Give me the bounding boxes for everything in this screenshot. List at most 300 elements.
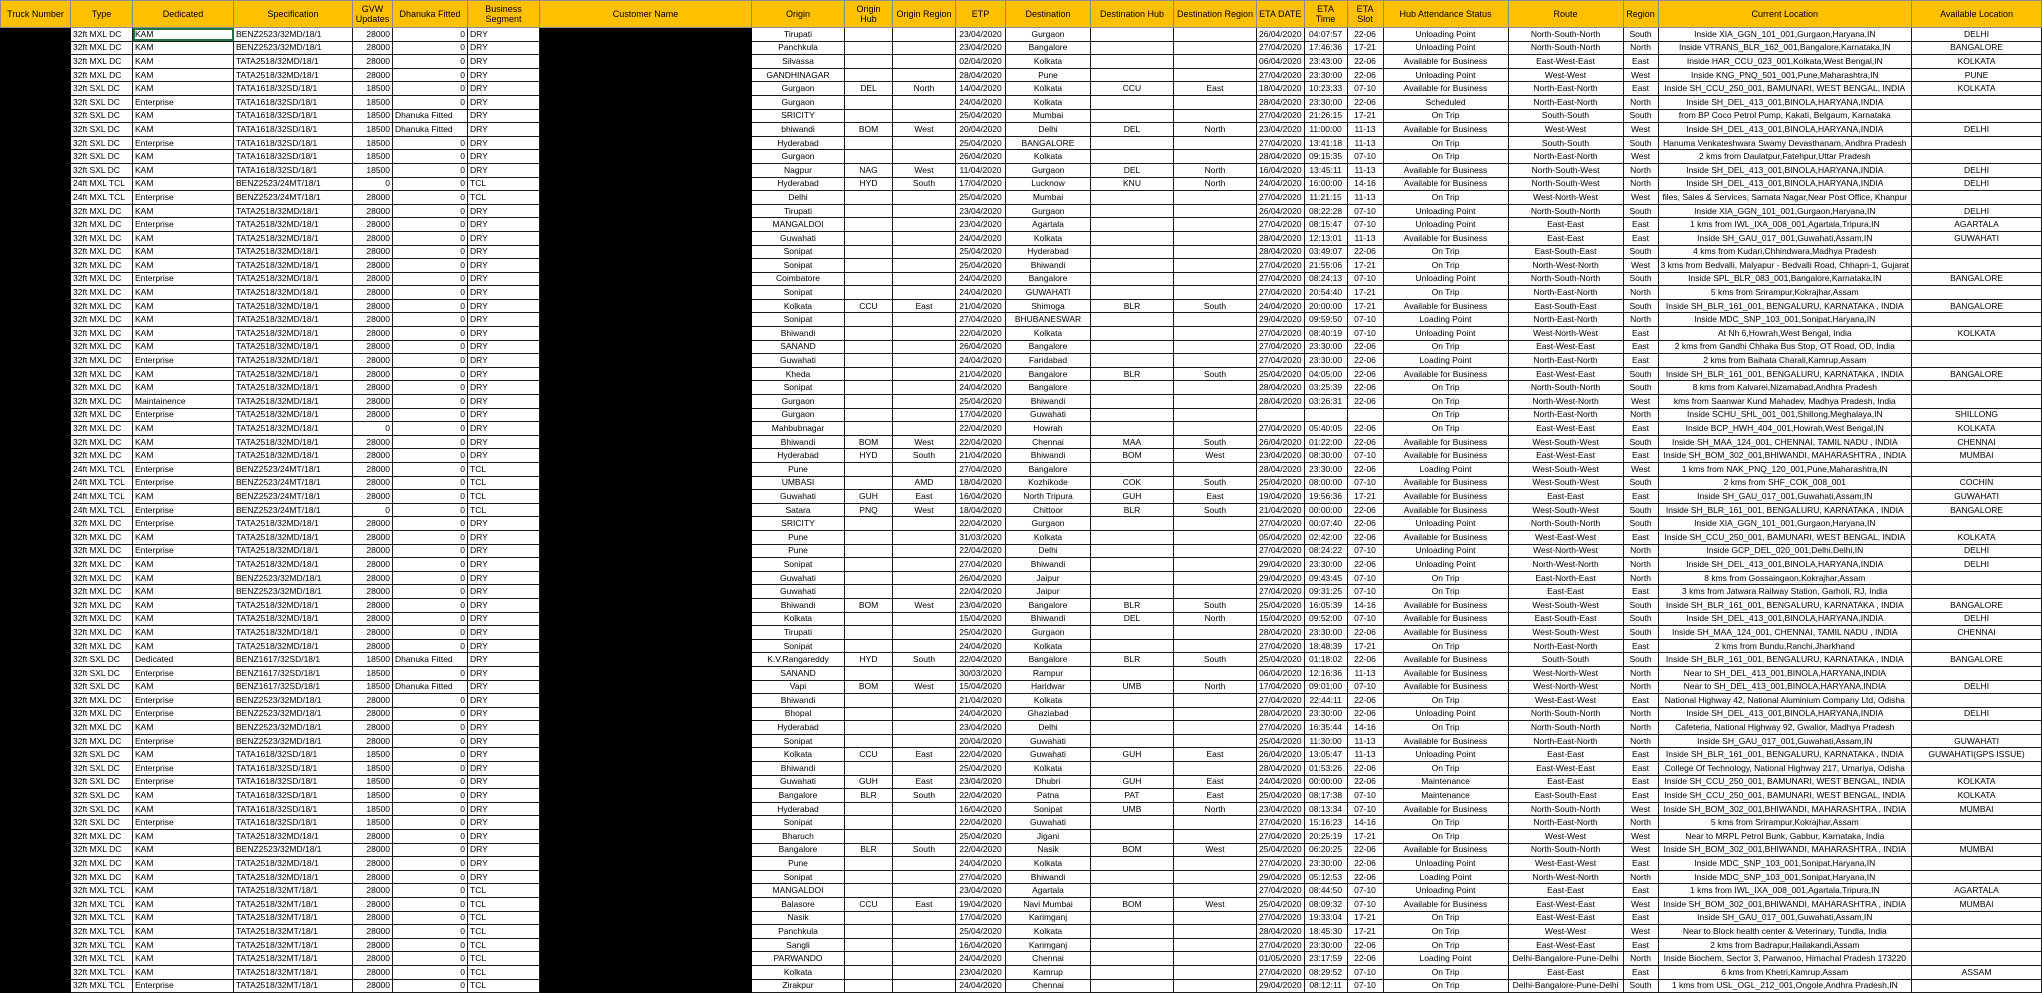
table-cell[interactable] bbox=[540, 762, 752, 776]
column-header[interactable]: Route bbox=[1508, 1, 1623, 28]
table-cell[interactable] bbox=[1174, 626, 1257, 640]
table-cell[interactable]: 0 bbox=[393, 626, 468, 640]
table-cell[interactable]: 06/04/2020 bbox=[1257, 55, 1305, 69]
table-cell[interactable] bbox=[540, 721, 752, 735]
table-cell[interactable]: 28000 bbox=[353, 979, 393, 993]
table-cell[interactable]: 21/04/2020 bbox=[956, 367, 1006, 381]
table-cell[interactable]: 32ft SXL DC bbox=[71, 680, 133, 694]
table-cell[interactable]: Enterprise bbox=[133, 762, 234, 776]
table-cell[interactable]: On Trip bbox=[1383, 911, 1508, 925]
table-cell[interactable] bbox=[845, 150, 893, 164]
table-cell[interactable]: West bbox=[1623, 191, 1658, 205]
table-cell[interactable]: 24ft MXL TCL bbox=[71, 191, 133, 205]
table-cell[interactable]: KAM bbox=[133, 911, 234, 925]
table-cell[interactable]: Unloading Point bbox=[1383, 204, 1508, 218]
table-cell[interactable] bbox=[540, 857, 752, 871]
table-cell[interactable] bbox=[893, 639, 956, 653]
table-cell[interactable]: West-South-West bbox=[1508, 435, 1623, 449]
table-cell[interactable]: 32ft MXL DC bbox=[71, 245, 133, 259]
table-cell[interactable]: DELHI bbox=[1912, 558, 2042, 572]
table-cell[interactable]: Pune bbox=[752, 463, 845, 477]
table-cell[interactable]: West bbox=[1174, 843, 1257, 857]
table-cell[interactable]: Inside SH_CCU_250_001, BAMUNARI, WEST BENGAL, INDIA bbox=[1658, 775, 1912, 789]
table-cell[interactable]: Delhi-Bangalore-Pune-Delhi bbox=[1508, 979, 1623, 993]
table-cell[interactable]: 23:43:00 bbox=[1304, 55, 1347, 69]
table-cell[interactable]: 11/04/2020 bbox=[956, 163, 1006, 177]
table-cell[interactable]: 22-06 bbox=[1347, 354, 1383, 368]
table-cell[interactable]: West-South-West bbox=[1508, 503, 1623, 517]
table-cell[interactable]: TATA2518/32MT/18/1 bbox=[234, 965, 353, 979]
table-cell[interactable]: TATA2518/32MD/18/1 bbox=[234, 286, 353, 300]
table-cell[interactable]: 28000 bbox=[353, 938, 393, 952]
table-cell[interactable] bbox=[540, 952, 752, 966]
table-cell[interactable]: KAM bbox=[133, 639, 234, 653]
table-cell[interactable]: DRY bbox=[468, 150, 540, 164]
table-cell[interactable]: Hyderabad bbox=[752, 136, 845, 150]
table-cell[interactable]: Bhiwandi bbox=[752, 598, 845, 612]
table-cell[interactable]: 0 bbox=[393, 463, 468, 477]
table-cell[interactable] bbox=[1912, 857, 2042, 871]
table-cell[interactable]: DRY bbox=[468, 571, 540, 585]
table-cell[interactable]: Hyderabad bbox=[752, 802, 845, 816]
table-cell[interactable]: 28000 bbox=[353, 204, 393, 218]
table-cell[interactable]: West bbox=[1623, 150, 1658, 164]
table-cell[interactable]: 0 bbox=[393, 218, 468, 232]
table-cell[interactable]: Dhanuka Fitted bbox=[393, 109, 468, 123]
table-cell[interactable] bbox=[540, 938, 752, 952]
table-cell[interactable]: 08:12:11 bbox=[1304, 979, 1347, 993]
table-cell[interactable]: Enterprise bbox=[133, 191, 234, 205]
table-cell[interactable]: South bbox=[1623, 136, 1658, 150]
table-cell[interactable]: Hyderabad bbox=[752, 449, 845, 463]
table-cell[interactable]: Tirupati bbox=[752, 204, 845, 218]
table-cell[interactable]: DEL bbox=[1091, 612, 1174, 626]
table-cell[interactable]: North-East-North bbox=[1508, 354, 1623, 368]
table-cell[interactable] bbox=[845, 259, 893, 273]
table-cell[interactable]: Sonipat bbox=[1006, 802, 1091, 816]
table-cell[interactable]: On Trip bbox=[1383, 191, 1508, 205]
table-cell[interactable]: Bhiwandi bbox=[1006, 449, 1091, 463]
table-cell[interactable] bbox=[1174, 191, 1257, 205]
table-cell[interactable]: 0 bbox=[393, 952, 468, 966]
table-cell[interactable]: 07-10 bbox=[1347, 789, 1383, 803]
table-cell[interactable]: 29/04/2020 bbox=[1257, 313, 1305, 327]
table-cell[interactable]: 32ft MXL DC bbox=[71, 218, 133, 232]
table-cell[interactable]: 28000 bbox=[353, 965, 393, 979]
table-cell[interactable]: West bbox=[1623, 802, 1658, 816]
table-cell[interactable]: 24/04/2020 bbox=[1257, 177, 1305, 191]
table-cell[interactable]: TATA2518/32MD/18/1 bbox=[234, 204, 353, 218]
table-cell[interactable]: KNU bbox=[1091, 177, 1174, 191]
table-cell[interactable]: 28000 bbox=[353, 327, 393, 341]
table-cell[interactable]: Inside SH_BLR_161_001, BENGALURU, KARNATAKA , INDIA bbox=[1658, 367, 1912, 381]
table-cell[interactable]: Mumbai bbox=[1006, 109, 1091, 123]
table-cell[interactable]: 32ft MXL DC bbox=[71, 612, 133, 626]
table-cell[interactable]: KAM bbox=[133, 123, 234, 137]
table-cell[interactable]: Scheduled bbox=[1383, 95, 1508, 109]
table-cell[interactable] bbox=[540, 163, 752, 177]
table-cell[interactable] bbox=[540, 517, 752, 531]
table-cell[interactable]: 0 bbox=[393, 490, 468, 504]
table-cell[interactable]: KAM bbox=[133, 299, 234, 313]
table-cell[interactable]: North-East-North bbox=[1508, 286, 1623, 300]
table-cell[interactable] bbox=[845, 136, 893, 150]
table-cell[interactable]: TATA1618/32SD/18/1 bbox=[234, 762, 353, 776]
table-cell[interactable] bbox=[540, 395, 752, 409]
table-cell[interactable]: COK bbox=[1091, 476, 1174, 490]
table-cell[interactable]: DRY bbox=[468, 857, 540, 871]
table-cell[interactable] bbox=[540, 503, 752, 517]
table-cell[interactable]: Kolkata bbox=[1006, 95, 1091, 109]
table-cell[interactable]: BENZ2523/32MD/18/1 bbox=[234, 28, 353, 42]
table-cell[interactable]: DRY bbox=[468, 109, 540, 123]
table-cell[interactable]: 24/04/2020 bbox=[956, 639, 1006, 653]
table-cell[interactable]: TATA2518/32MD/18/1 bbox=[234, 313, 353, 327]
table-cell[interactable]: KAM bbox=[133, 109, 234, 123]
table-cell[interactable] bbox=[1174, 245, 1257, 259]
table-cell[interactable]: 0 bbox=[393, 55, 468, 69]
table-cell[interactable]: 32ft SXL DC bbox=[71, 762, 133, 776]
table-cell[interactable]: 14-16 bbox=[1347, 177, 1383, 191]
table-cell[interactable]: 32ft MXL DC bbox=[71, 721, 133, 735]
table-cell[interactable]: TATA2518/32MD/18/1 bbox=[234, 231, 353, 245]
table-cell[interactable]: TATA2518/32MD/18/1 bbox=[234, 639, 353, 653]
table-cell[interactable]: TATA2518/32MT/18/1 bbox=[234, 911, 353, 925]
table-cell[interactable] bbox=[1, 28, 71, 42]
table-cell[interactable]: KAM bbox=[133, 571, 234, 585]
table-cell[interactable]: 19/04/2020 bbox=[1257, 490, 1305, 504]
table-cell[interactable]: 0 bbox=[393, 28, 468, 42]
table-cell[interactable] bbox=[1174, 259, 1257, 273]
table-cell[interactable]: TATA2518/32MD/18/1 bbox=[234, 558, 353, 572]
table-cell[interactable]: South bbox=[1174, 503, 1257, 517]
table-cell[interactable] bbox=[1091, 395, 1174, 409]
table-cell[interactable]: Enterprise bbox=[133, 503, 234, 517]
table-cell[interactable] bbox=[1, 231, 71, 245]
table-cell[interactable]: 25/04/2020 bbox=[1257, 367, 1305, 381]
table-cell[interactable]: 11:30:00 bbox=[1304, 734, 1347, 748]
table-cell[interactable]: West-North-West bbox=[1508, 327, 1623, 341]
table-cell[interactable]: 07-10 bbox=[1347, 965, 1383, 979]
table-cell[interactable] bbox=[893, 666, 956, 680]
table-cell[interactable]: DRY bbox=[468, 721, 540, 735]
table-cell[interactable]: North-South-North bbox=[1508, 517, 1623, 531]
table-cell[interactable]: North bbox=[1623, 680, 1658, 694]
table-cell[interactable]: Sonipat bbox=[752, 245, 845, 259]
table-cell[interactable]: East bbox=[1623, 218, 1658, 232]
table-cell[interactable]: 24ft MXL TCL bbox=[71, 490, 133, 504]
table-cell[interactable] bbox=[1174, 639, 1257, 653]
table-cell[interactable]: Inside VTRANS_BLR_162_001,Bangalore,Karnataka,IN bbox=[1658, 41, 1912, 55]
table-cell[interactable]: DRY bbox=[468, 558, 540, 572]
table-cell[interactable] bbox=[1174, 408, 1257, 422]
table-cell[interactable]: Sonipat bbox=[752, 639, 845, 653]
table-cell[interactable] bbox=[845, 395, 893, 409]
table-cell[interactable]: 28000 bbox=[353, 245, 393, 259]
table-cell[interactable]: 0 bbox=[393, 299, 468, 313]
table-cell[interactable] bbox=[1091, 979, 1174, 993]
table-cell[interactable]: 22/04/2020 bbox=[956, 517, 1006, 531]
table-cell[interactable]: Agartala bbox=[1006, 884, 1091, 898]
table-cell[interactable]: East bbox=[1174, 82, 1257, 96]
table-cell[interactable]: 32ft MXL DC bbox=[71, 55, 133, 69]
table-cell[interactable]: MUMBAI bbox=[1912, 898, 2042, 912]
table-cell[interactable]: East-West-East bbox=[1508, 367, 1623, 381]
table-cell[interactable] bbox=[1091, 95, 1174, 109]
table-cell[interactable] bbox=[540, 286, 752, 300]
table-cell[interactable]: Chennai bbox=[1006, 979, 1091, 993]
table-cell[interactable]: North-East-North bbox=[1508, 408, 1623, 422]
table-cell[interactable]: KAM bbox=[133, 789, 234, 803]
table-cell[interactable]: BANGALORE bbox=[1912, 272, 2042, 286]
table-cell[interactable]: DELHI bbox=[1912, 177, 2042, 191]
table-cell[interactable] bbox=[1, 857, 71, 871]
table-cell[interactable] bbox=[1174, 558, 1257, 572]
table-cell[interactable] bbox=[1, 463, 71, 477]
table-cell[interactable]: CCU bbox=[845, 299, 893, 313]
table-cell[interactable]: SHILLONG bbox=[1912, 408, 2042, 422]
table-cell[interactable]: Available for Business bbox=[1383, 843, 1508, 857]
table-cell[interactable]: 19:56:36 bbox=[1304, 490, 1347, 504]
table-cell[interactable]: 18500 bbox=[353, 653, 393, 667]
table-cell[interactable]: 32ft MXL DC bbox=[71, 354, 133, 368]
table-cell[interactable] bbox=[1, 272, 71, 286]
table-cell[interactable]: 24/04/2020 bbox=[1257, 775, 1305, 789]
table-cell[interactable]: 25/04/2020 bbox=[956, 830, 1006, 844]
table-cell[interactable]: 22-06 bbox=[1347, 340, 1383, 354]
table-cell[interactable] bbox=[540, 830, 752, 844]
table-cell[interactable] bbox=[1912, 517, 2042, 531]
table-cell[interactable] bbox=[1, 259, 71, 273]
table-cell[interactable]: On Trip bbox=[1383, 816, 1508, 830]
table-cell[interactable] bbox=[1, 163, 71, 177]
table-cell[interactable]: 27/04/2020 bbox=[1257, 41, 1305, 55]
column-header[interactable]: Destination Hub bbox=[1091, 1, 1174, 28]
table-cell[interactable]: Available for Business bbox=[1383, 231, 1508, 245]
table-cell[interactable] bbox=[1091, 626, 1174, 640]
table-cell[interactable]: On Trip bbox=[1383, 639, 1508, 653]
table-cell[interactable] bbox=[1174, 313, 1257, 327]
table-cell[interactable] bbox=[1174, 327, 1257, 341]
table-cell[interactable] bbox=[845, 272, 893, 286]
table-cell[interactable] bbox=[1091, 28, 1174, 42]
table-cell[interactable] bbox=[540, 476, 752, 490]
table-cell[interactable]: KAM bbox=[133, 422, 234, 436]
table-cell[interactable]: 25/04/2020 bbox=[1257, 789, 1305, 803]
table-cell[interactable]: 30/03/2020 bbox=[956, 666, 1006, 680]
table-cell[interactable] bbox=[845, 231, 893, 245]
table-cell[interactable]: Haridwar bbox=[1006, 680, 1091, 694]
table-cell[interactable]: East bbox=[1623, 884, 1658, 898]
table-cell[interactable] bbox=[893, 218, 956, 232]
table-cell[interactable] bbox=[1, 55, 71, 69]
table-cell[interactable]: DRY bbox=[468, 68, 540, 82]
table-cell[interactable]: DRY bbox=[468, 612, 540, 626]
table-cell[interactable]: South bbox=[1623, 367, 1658, 381]
table-cell[interactable]: North bbox=[1174, 177, 1257, 191]
table-cell[interactable]: 0 bbox=[393, 231, 468, 245]
table-cell[interactable]: 32ft MXL DC bbox=[71, 530, 133, 544]
table-cell[interactable] bbox=[845, 463, 893, 477]
table-cell[interactable]: Loading Point bbox=[1383, 354, 1508, 368]
table-cell[interactable]: 25/04/2020 bbox=[956, 395, 1006, 409]
table-cell[interactable] bbox=[1912, 830, 2042, 844]
table-cell[interactable] bbox=[1, 816, 71, 830]
table-cell[interactable]: 21/04/2020 bbox=[956, 449, 1006, 463]
table-cell[interactable] bbox=[1091, 191, 1174, 205]
table-cell[interactable]: 08:13:34 bbox=[1304, 802, 1347, 816]
table-cell[interactable] bbox=[540, 231, 752, 245]
table-cell[interactable]: Inside MDC_SNP_103_001,Sonipat,Haryana,IN bbox=[1658, 313, 1912, 327]
table-cell[interactable]: Jaipur bbox=[1006, 585, 1091, 599]
table-cell[interactable]: BOM bbox=[845, 680, 893, 694]
table-cell[interactable]: 32ft SXL DC bbox=[71, 802, 133, 816]
table-cell[interactable]: West-East-West bbox=[1508, 530, 1623, 544]
table-cell[interactable]: 28000 bbox=[353, 571, 393, 585]
table-cell[interactable] bbox=[1174, 721, 1257, 735]
table-cell[interactable]: 09:43:45 bbox=[1304, 571, 1347, 585]
table-cell[interactable]: 27/04/2020 bbox=[1257, 340, 1305, 354]
table-cell[interactable]: South bbox=[1174, 435, 1257, 449]
table-cell[interactable]: Available for Business bbox=[1383, 435, 1508, 449]
table-cell[interactable] bbox=[1, 598, 71, 612]
table-cell[interactable]: 22/04/2020 bbox=[956, 435, 1006, 449]
table-cell[interactable]: 23:30:00 bbox=[1304, 463, 1347, 477]
table-cell[interactable]: 22/04/2020 bbox=[956, 653, 1006, 667]
table-cell[interactable]: 0 bbox=[393, 925, 468, 939]
table-cell[interactable]: 07-10 bbox=[1347, 476, 1383, 490]
table-cell[interactable]: Rampur bbox=[1006, 666, 1091, 680]
table-cell[interactable] bbox=[893, 191, 956, 205]
table-cell[interactable]: Sonipat bbox=[752, 816, 845, 830]
table-cell[interactable]: KAM bbox=[133, 381, 234, 395]
table-cell[interactable]: DRY bbox=[468, 585, 540, 599]
table-cell[interactable] bbox=[893, 395, 956, 409]
table-cell[interactable]: 01:18:02 bbox=[1304, 653, 1347, 667]
table-cell[interactable] bbox=[845, 95, 893, 109]
table-cell[interactable]: 22/04/2020 bbox=[956, 585, 1006, 599]
table-cell[interactable]: Bangalore bbox=[752, 843, 845, 857]
table-cell[interactable] bbox=[893, 95, 956, 109]
table-cell[interactable] bbox=[1, 95, 71, 109]
table-cell[interactable]: COCHIN bbox=[1912, 476, 2042, 490]
table-cell[interactable]: South bbox=[1174, 367, 1257, 381]
table-cell[interactable]: 16/04/2020 bbox=[956, 802, 1006, 816]
table-cell[interactable]: East bbox=[1623, 748, 1658, 762]
table-cell[interactable] bbox=[1, 41, 71, 55]
table-cell[interactable]: 18500 bbox=[353, 775, 393, 789]
table-cell[interactable]: 0 bbox=[393, 41, 468, 55]
table-cell[interactable]: TATA2518/32MD/18/1 bbox=[234, 55, 353, 69]
table-cell[interactable] bbox=[1, 408, 71, 422]
table-cell[interactable] bbox=[1091, 517, 1174, 531]
table-cell[interactable]: Guwahati bbox=[752, 571, 845, 585]
table-cell[interactable]: TATA1618/32SD/18/1 bbox=[234, 748, 353, 762]
table-cell[interactable]: 18500 bbox=[353, 762, 393, 776]
table-cell[interactable]: KAM bbox=[133, 204, 234, 218]
table-cell[interactable] bbox=[845, 327, 893, 341]
table-cell[interactable] bbox=[893, 109, 956, 123]
table-cell[interactable]: BENZ2523/32MD/18/1 bbox=[234, 707, 353, 721]
table-cell[interactable] bbox=[1, 245, 71, 259]
table-cell[interactable]: 15:16:23 bbox=[1304, 816, 1347, 830]
table-cell[interactable]: kms from Saanwar Kund Mahadev, Madhya Pradesh, India bbox=[1658, 395, 1912, 409]
table-cell[interactable]: KAM bbox=[133, 68, 234, 82]
column-header[interactable]: Available Location bbox=[1912, 1, 2042, 28]
table-cell[interactable]: 25/04/2020 bbox=[1257, 598, 1305, 612]
table-cell[interactable]: North-West-North bbox=[1508, 259, 1623, 273]
table-cell[interactable]: 32ft MXL DC bbox=[71, 857, 133, 871]
table-cell[interactable]: KAM bbox=[133, 340, 234, 354]
table-cell[interactable]: 28000 bbox=[353, 218, 393, 232]
table-cell[interactable]: 17-21 bbox=[1347, 109, 1383, 123]
table-cell[interactable]: 32ft SXL DC bbox=[71, 789, 133, 803]
table-cell[interactable]: 27/04/2020 bbox=[1257, 354, 1305, 368]
column-header[interactable]: Hub Attendance Status bbox=[1383, 1, 1508, 28]
table-cell[interactable]: Gurgaon bbox=[1006, 28, 1091, 42]
table-cell[interactable]: 4 kms from Kudari,Chhindwara,Madhya Pradesh bbox=[1658, 245, 1912, 259]
table-cell[interactable]: 27/04/2020 bbox=[1257, 694, 1305, 708]
table-cell[interactable]: 32ft MXL DC bbox=[71, 598, 133, 612]
table-cell[interactable] bbox=[540, 639, 752, 653]
table-cell[interactable]: Unloading Point bbox=[1383, 218, 1508, 232]
table-cell[interactable] bbox=[845, 191, 893, 205]
table-cell[interactable]: TCL bbox=[468, 884, 540, 898]
table-cell[interactable]: KAM bbox=[133, 490, 234, 504]
table-cell[interactable] bbox=[845, 965, 893, 979]
table-cell[interactable]: 27/04/2020 bbox=[956, 558, 1006, 572]
table-cell[interactable]: East-West-East bbox=[1508, 938, 1623, 952]
table-cell[interactable]: 24ft MXL TCL bbox=[71, 463, 133, 477]
table-cell[interactable]: DRY bbox=[468, 231, 540, 245]
table-cell[interactable]: CHENNAI bbox=[1912, 435, 2042, 449]
table-cell[interactable]: BENZ2523/32MD/18/1 bbox=[234, 694, 353, 708]
table-cell[interactable]: 24/04/2020 bbox=[956, 272, 1006, 286]
table-cell[interactable]: North Tripura bbox=[1006, 490, 1091, 504]
table-cell[interactable]: West-West bbox=[1508, 123, 1623, 137]
table-cell[interactable] bbox=[1912, 816, 2042, 830]
table-cell[interactable]: 32ft MXL DC bbox=[71, 395, 133, 409]
table-cell[interactable]: Available for Business bbox=[1383, 653, 1508, 667]
table-cell[interactable]: Available for Business bbox=[1383, 898, 1508, 912]
table-cell[interactable] bbox=[893, 340, 956, 354]
table-cell[interactable]: DRY bbox=[468, 544, 540, 558]
table-cell[interactable]: 07-10 bbox=[1347, 571, 1383, 585]
table-cell[interactable] bbox=[1, 177, 71, 191]
table-cell[interactable]: 0 bbox=[393, 802, 468, 816]
table-cell[interactable]: Nagpur bbox=[752, 163, 845, 177]
table-cell[interactable]: East-West-East bbox=[1508, 340, 1623, 354]
table-cell[interactable]: 28000 bbox=[353, 231, 393, 245]
table-cell[interactable]: TATA2518/32MD/18/1 bbox=[234, 435, 353, 449]
table-cell[interactable]: DRY bbox=[468, 422, 540, 436]
table-cell[interactable]: Inside SCHU_SHL_001_001,Shillong,Meghalaya,IN bbox=[1658, 408, 1912, 422]
table-cell[interactable]: Enterprise bbox=[133, 979, 234, 993]
table-cell[interactable]: BANGALORE bbox=[1912, 299, 2042, 313]
table-cell[interactable]: 07-10 bbox=[1347, 979, 1383, 993]
table-cell[interactable] bbox=[540, 558, 752, 572]
table-cell[interactable]: Loading Point bbox=[1383, 463, 1508, 477]
table-cell[interactable]: Inside SH_DEL_413_001,BINOLA,HARYANA,INDIA bbox=[1658, 612, 1912, 626]
table-cell[interactable]: KAM bbox=[133, 530, 234, 544]
table-cell[interactable]: TATA1618/32SD/18/1 bbox=[234, 82, 353, 96]
table-cell[interactable]: BENZ2523/24MT/18/1 bbox=[234, 476, 353, 490]
table-cell[interactable]: North bbox=[1623, 95, 1658, 109]
table-cell[interactable]: MAA bbox=[1091, 435, 1174, 449]
table-cell[interactable]: AMD bbox=[893, 476, 956, 490]
table-cell[interactable]: 32ft MXL DC bbox=[71, 367, 133, 381]
table-cell[interactable]: 00:00:00 bbox=[1304, 775, 1347, 789]
